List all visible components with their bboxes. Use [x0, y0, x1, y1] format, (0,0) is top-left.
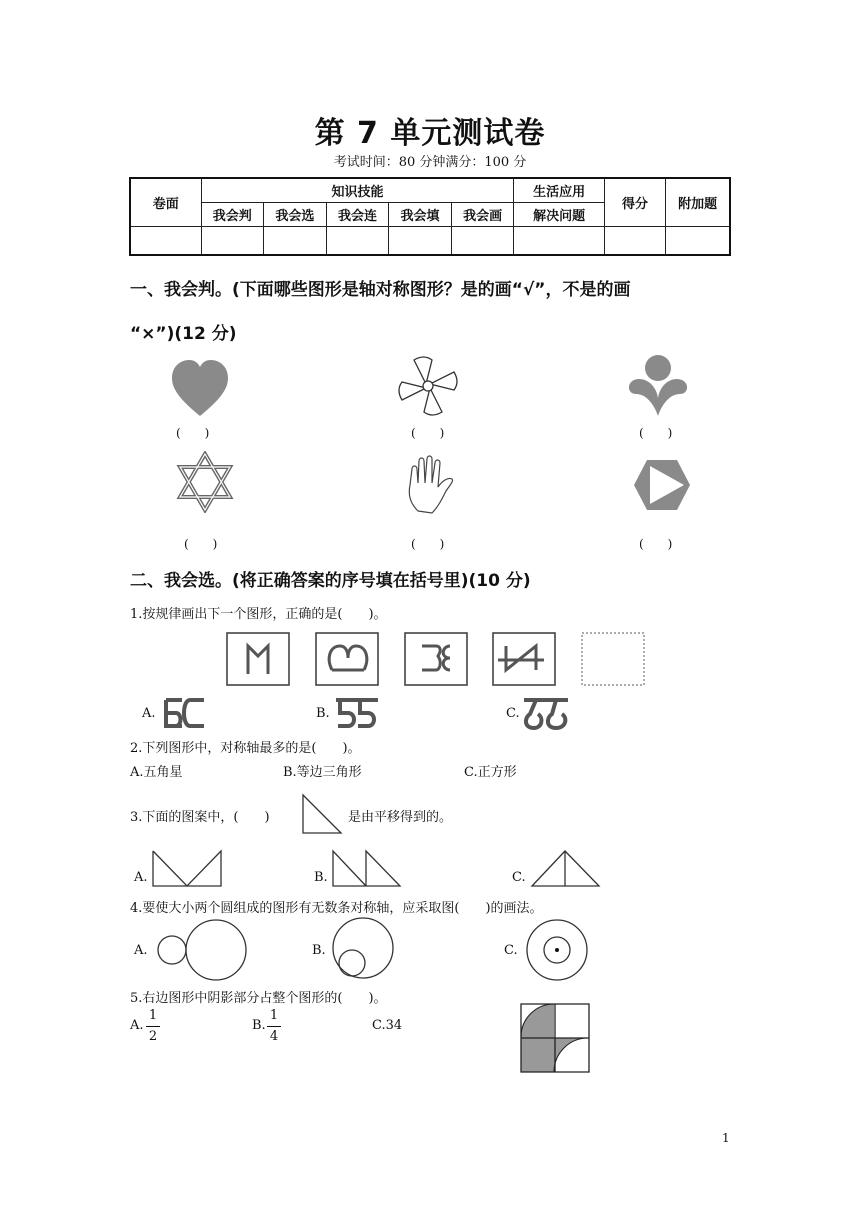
q5-option-b-label: B. [252, 1018, 266, 1033]
header-jiejue: 解决问题 [514, 202, 604, 226]
header-sub-2: 我会选 [264, 202, 327, 226]
page-title: 第 7 单元测试卷 [314, 116, 546, 151]
header-sub-5: 我会画 [451, 202, 514, 226]
q5-b-denominator: 4 [269, 1029, 279, 1044]
score-cell[interactable] [326, 226, 389, 255]
q3-option-b-label: B. [314, 870, 328, 885]
q3-option-a-figure[interactable] [151, 849, 223, 889]
q5-option-c[interactable]: C.34 [372, 1018, 403, 1033]
q3-option-c-label: C. [512, 870, 526, 885]
q5-option-a-fraction[interactable] [146, 1008, 160, 1045]
header-defen: 得分 [604, 178, 666, 226]
question-2: 2.下列图形中，对称轴最多的是( )。 [130, 741, 361, 756]
question-1: 1.按规律画出下一个图形，正确的是( )。 [130, 607, 387, 622]
score-cell[interactable] [389, 226, 452, 255]
q1-option-c-label: C. [506, 706, 520, 721]
page-number: 1 [722, 1131, 730, 1145]
right-triangle-figure [301, 793, 343, 835]
score-cell[interactable] [514, 226, 604, 255]
answer-blank-2[interactable]: ( ) [411, 426, 445, 440]
question-3-post: 是由平移得到的。 [348, 810, 453, 825]
q5-option-b-fraction[interactable] [267, 1008, 281, 1045]
q5-a-denominator: 2 [148, 1029, 158, 1044]
q1-option-a-figure[interactable] [162, 696, 208, 732]
score-table [129, 177, 731, 256]
score-cell[interactable] [451, 226, 514, 255]
exam-info: 考试时间：80 分钟满分：100 分 [333, 155, 527, 170]
answer-blank-1[interactable]: ( ) [176, 426, 210, 440]
score-cell[interactable] [604, 226, 666, 255]
q4-option-a-figure[interactable] [154, 918, 250, 982]
q2-option-a[interactable]: A.五角星 [130, 765, 183, 780]
q4-option-b-figure[interactable] [330, 915, 396, 981]
heart-icon [168, 358, 232, 418]
q5-option-a-label: A. [130, 1018, 144, 1033]
header-sub-3: 我会连 [326, 202, 389, 226]
q1-option-b-label: B. [316, 706, 330, 721]
q3-option-b-figure[interactable] [331, 849, 403, 889]
question-3-pre: 3.下面的图案中，( ) [130, 810, 270, 825]
score-cell[interactable] [666, 226, 730, 255]
q4-option-c-label: C. [504, 943, 518, 958]
question-4: 4.要使大小两个圆组成的图形有无数条对称轴，应采取图( )的画法。 [130, 901, 543, 916]
q1-option-c-figure[interactable] [522, 696, 570, 732]
header-shenghuo: 生活应用 [514, 178, 604, 202]
fraction-bar [267, 1026, 281, 1027]
header-fujia: 附加题 [666, 178, 730, 226]
q5-b-numerator: 1 [269, 1008, 279, 1023]
q2-option-b[interactable]: B.等边三角形 [283, 765, 362, 780]
question-5: 5.右边图形中阴影部分占整个图形的( )。 [130, 991, 387, 1006]
answer-blank-6[interactable]: ( ) [639, 537, 673, 551]
shaded-square-figure [519, 1002, 591, 1074]
star-of-david-icon [176, 451, 234, 513]
q2-option-c[interactable]: C.正方形 [464, 765, 517, 780]
section2-heading: 二、我会选。(将正确答案的序号填在括号里)(10 分) [130, 571, 531, 591]
score-cell[interactable] [264, 226, 327, 255]
answer-blank-4[interactable]: ( ) [184, 537, 218, 551]
q1-option-a-label: A. [142, 706, 156, 721]
q3-option-c-figure[interactable] [530, 849, 602, 889]
answer-blank-3[interactable]: ( ) [639, 426, 673, 440]
hand-icon [404, 455, 460, 517]
q4-option-a-label: A. [134, 943, 148, 958]
q1-option-b-figure[interactable] [334, 696, 380, 732]
score-cell[interactable] [201, 226, 264, 255]
section1-heading-line2: “×”)(12 分) [130, 324, 237, 344]
q5-a-numerator: 1 [148, 1008, 158, 1023]
header-sub-4: 我会填 [389, 202, 452, 226]
pattern-sequence [226, 632, 646, 688]
fraction-bar [146, 1026, 160, 1027]
header-sub-1: 我会判 [201, 202, 264, 226]
pinwheel-icon [396, 354, 460, 418]
header-juanmian: 卷面 [130, 178, 201, 226]
q3-option-a-label: A. [134, 870, 148, 885]
clover-icon [626, 354, 690, 418]
header-zhishi: 知识技能 [201, 178, 514, 202]
section1-heading-line1: 一、我会判。(下面哪些图形是轴对称图形？是的画“√”，不是的画 [130, 280, 631, 300]
q4-option-b-label: B. [312, 943, 326, 958]
score-cell[interactable] [130, 226, 201, 255]
answer-blank-5[interactable]: ( ) [411, 537, 445, 551]
q4-option-c-figure[interactable] [524, 917, 590, 983]
hexagon-triangle-icon [632, 458, 692, 512]
